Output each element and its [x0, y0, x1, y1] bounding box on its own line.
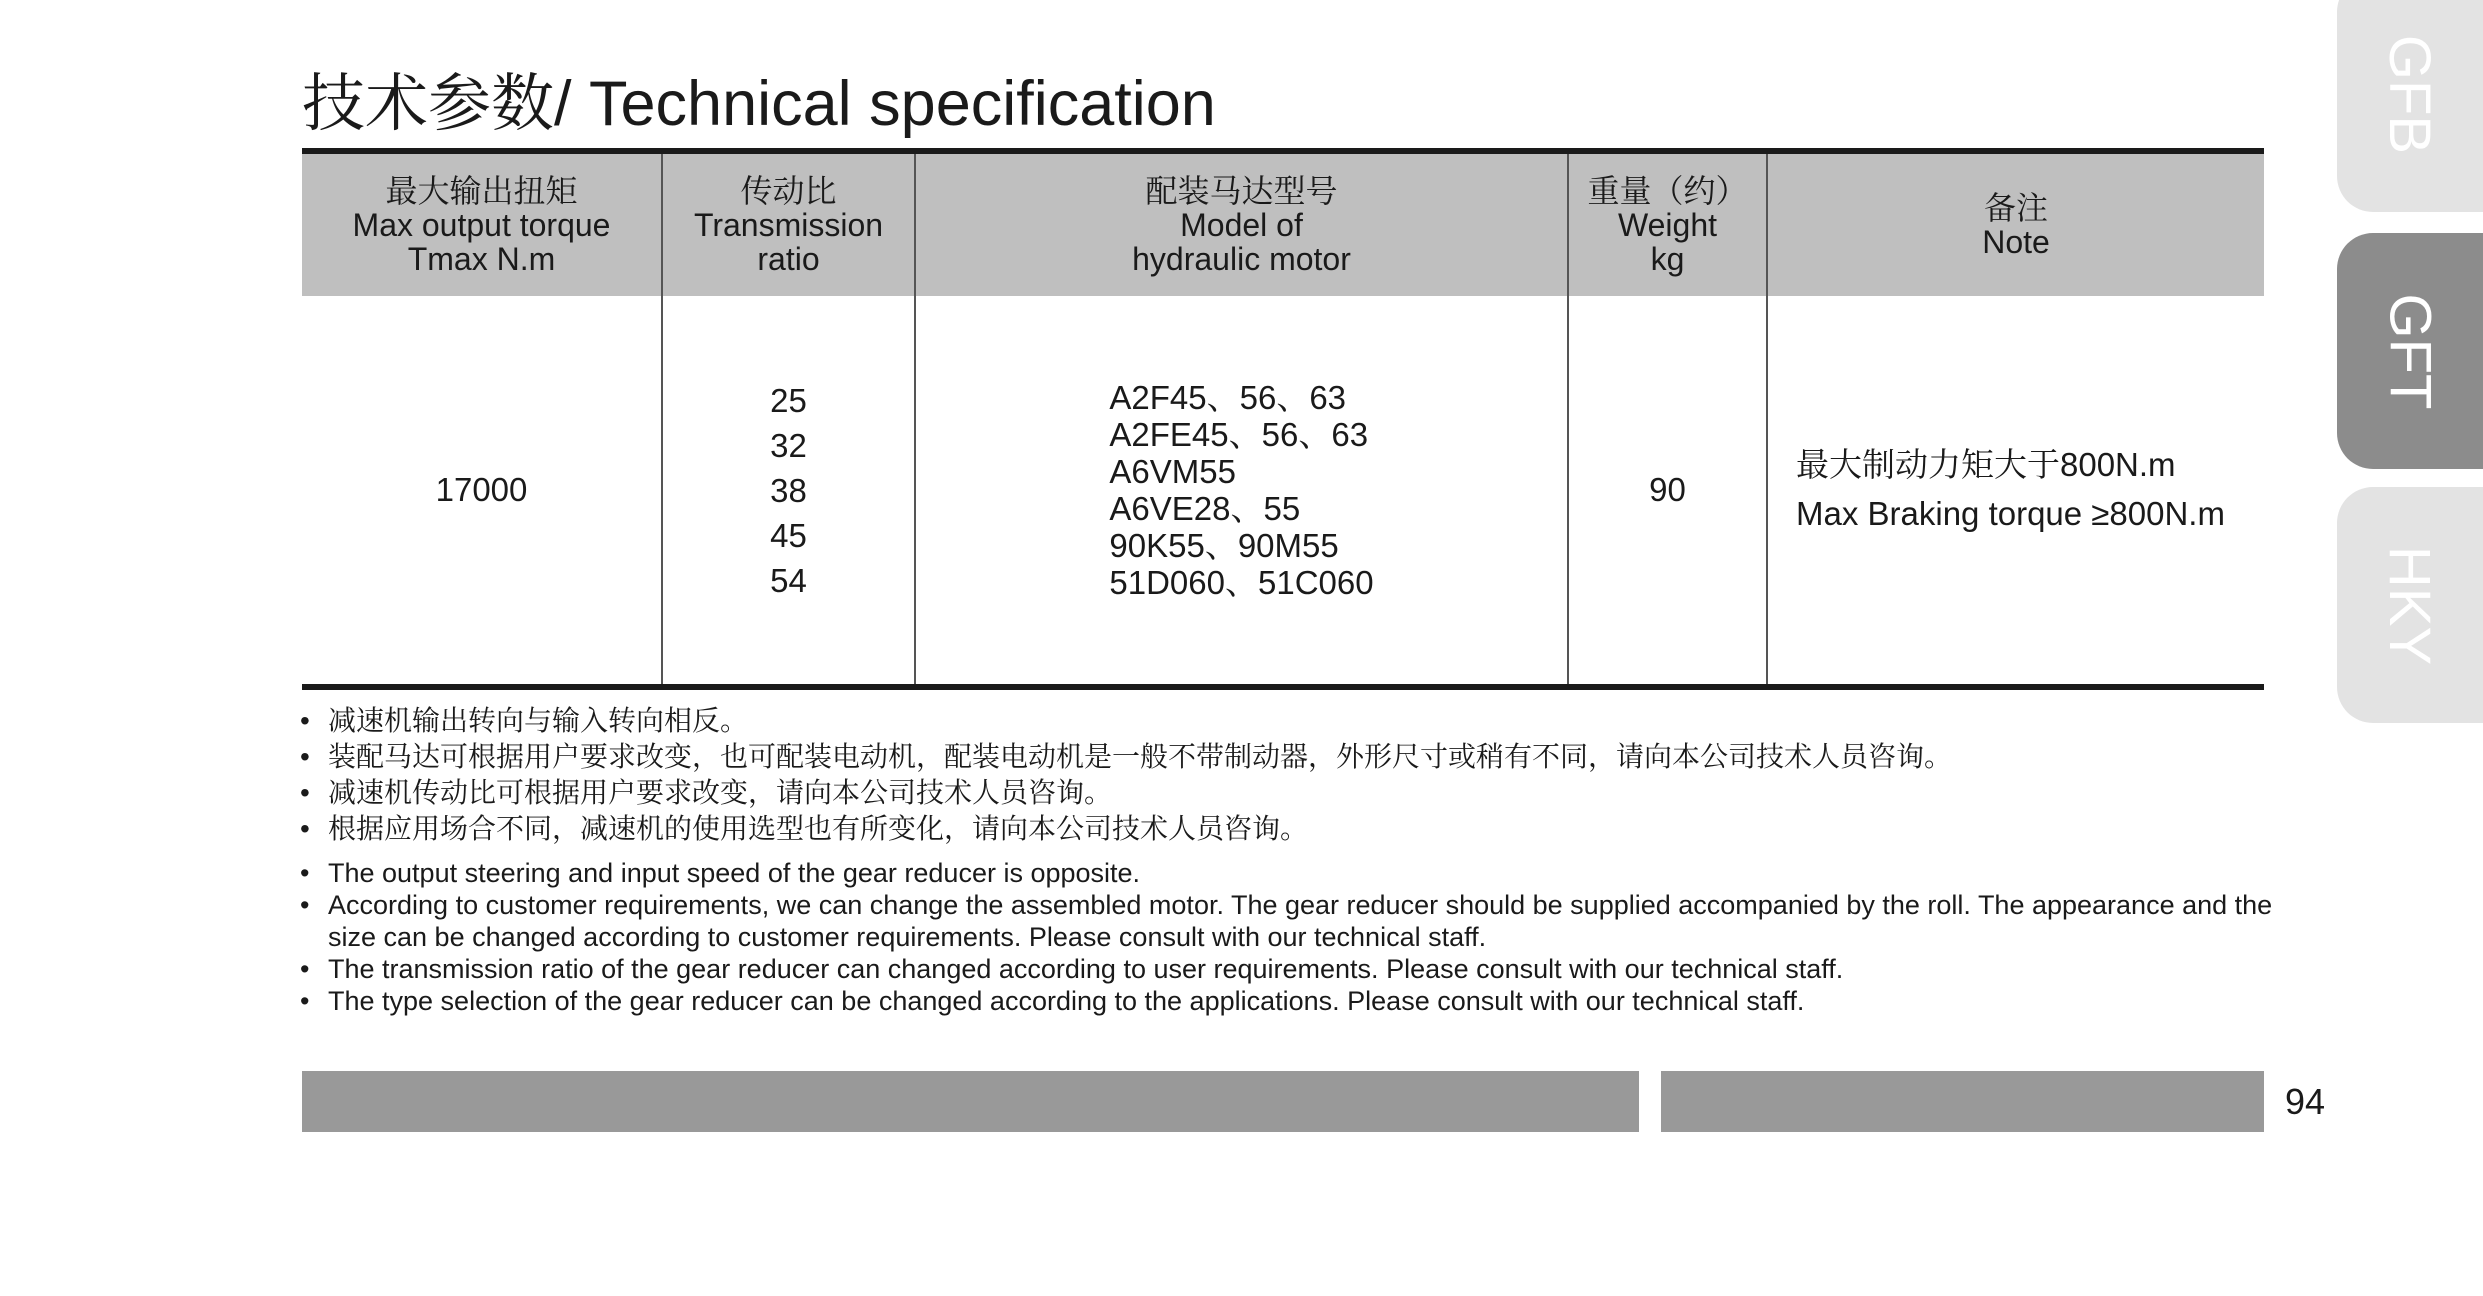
- list-item: • The transmission ratio of the gear reducer can changed according to user requirements. Please consult with our technical staff.: [300, 953, 2280, 985]
- list-item: • According to customer requirements, we can change the assembled motor. The gear reducer should be supplied accompanied by the roll. The appearance and the size can be changed according to customer requirements. Please consult with our technical staff.: [300, 889, 2280, 953]
- torque-value: 17000: [302, 296, 662, 687]
- table-row: [302, 296, 2264, 687]
- motor-model: A6VE28、55: [1109, 489, 1301, 527]
- motor-model: A6VM55: [1109, 452, 1236, 490]
- note-en: Max Braking torque ≥800N.m: [1796, 495, 2225, 532]
- list-item: • The output steering and input speed of the gear reducer is opposite.: [300, 857, 2280, 889]
- page-title: 技术参数/ Technical specification: [302, 69, 1216, 139]
- notes-chinese: [300, 703, 2280, 847]
- ratio-value: 45: [770, 516, 807, 554]
- tab-gfb-label: GFB: [2377, 34, 2443, 154]
- motor-model: A2F45、56、63: [1109, 378, 1347, 416]
- footer-bar-right: [1661, 1071, 2264, 1132]
- header-transmission-ratio: 传动比 Transmission ratio: [662, 151, 915, 296]
- header-note: 备注 Note: [1767, 151, 2264, 296]
- motor-list: [915, 296, 1568, 687]
- tab-gft[interactable]: [2337, 233, 2483, 469]
- list-item: • 装配马达可根据用户要求改变，也可配装电动机，配装电动机是一般不带制动器，外形尺寸或稍有不同，请向本公司技术人员咨询。: [300, 739, 2280, 775]
- ratio-value: 38: [770, 471, 807, 509]
- tab-hky-label: HKY: [2377, 545, 2443, 665]
- ratio-value: 54: [770, 561, 807, 599]
- ratio-list: [662, 296, 915, 687]
- header-max-output-torque: 最大输出扭矩 Max output torque Tmax N.m: [302, 151, 662, 296]
- footer-bar-left: [302, 1071, 1639, 1132]
- table-header-row: [302, 151, 2264, 296]
- tab-gfb[interactable]: [2337, 0, 2483, 212]
- note-cn: 最大制动力矩大于800N.m: [1796, 446, 2176, 483]
- list-item: • 减速机输出转向与输入转向相反。: [300, 703, 2280, 739]
- header-weight: 重量（约） Weight kg: [1568, 151, 1767, 296]
- list-item: • 根据应用场合不同，减速机的使用选型也有所变化，请向本公司技术人员咨询。: [300, 811, 2280, 847]
- list-item: • The type selection of the gear reducer can be changed according to the applications. Please consult with our technical staff.: [300, 985, 2280, 1017]
- motor-model: 51D060、51C060: [1109, 563, 1374, 601]
- note-cell: [1767, 296, 2264, 687]
- header-hydraulic-motor-model: 配装马达型号 Model of hydraulic motor: [915, 151, 1568, 296]
- motor-model: A2FE45、56、63: [1109, 415, 1369, 453]
- motor-model: 90K55、90M55: [1109, 526, 1339, 564]
- tab-gft-label: GFT: [2377, 293, 2443, 409]
- weight-value: 90: [1568, 296, 1767, 687]
- page-number: 94: [2285, 1081, 2326, 1122]
- tab-hky[interactable]: [2337, 487, 2483, 723]
- spec-table: [302, 148, 2264, 690]
- notes-english: [300, 857, 2280, 1017]
- ratio-value: 32: [770, 426, 807, 464]
- ratio-value: 25: [770, 381, 807, 419]
- list-item: • 减速机传动比可根据用户要求改变，请向本公司技术人员咨询。: [300, 775, 2280, 811]
